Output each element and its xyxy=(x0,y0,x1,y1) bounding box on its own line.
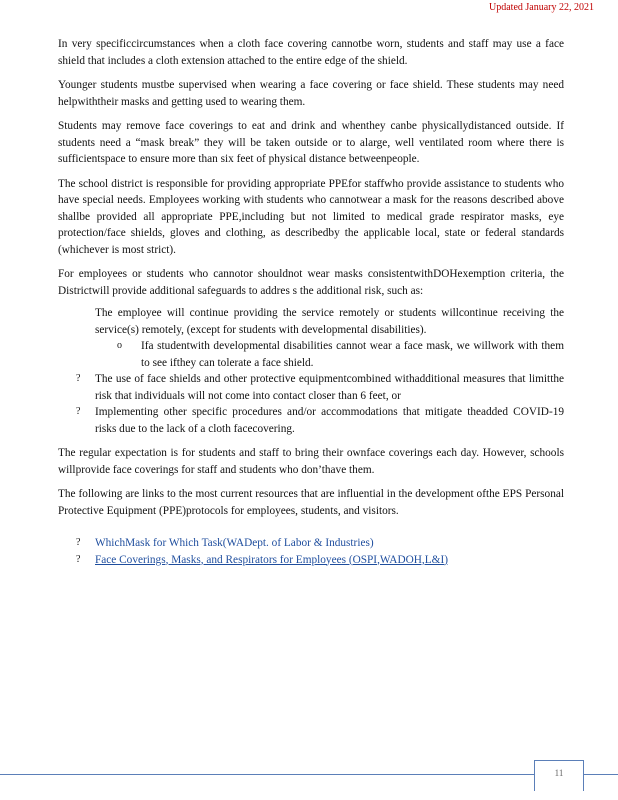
list-item-text: The employee will continue providing the service remotely or students willcontinue receiving the service(s) remotely, (except for students with developmental disabilities). xyxy=(95,307,564,336)
bullet-icon: ? xyxy=(76,373,81,384)
paragraph-regular-expectation: The regular expectation is for students and staff to bring their ownface coverings each day. However, schools willprovide face coverings for staff and students who don’thave them. xyxy=(58,447,564,476)
list-item xyxy=(58,371,564,404)
bullet-icon: ? xyxy=(76,553,81,565)
list-item xyxy=(58,305,564,371)
sub-list xyxy=(95,338,564,371)
paragraph-face-shield: In very specificcircumstances when a cloth face covering cannotbe worn, students and staff may use a face shield that includes a cloth extension attached to the entire edge of the shield. xyxy=(58,38,564,67)
bullet-icon: ? xyxy=(76,406,81,417)
paragraph-younger-students: Younger students mustbe supervised when wearing a face covering or face shield. These students may need helpwiththeir masks and getting used to wearing them. xyxy=(58,79,564,108)
link-which-mask[interactable]: WhichMask for Which Task(WADept. of Labor & Industries) xyxy=(95,537,374,549)
footer-rule xyxy=(0,774,534,775)
bullet-icon: ? xyxy=(76,537,81,548)
paragraph-exemption: For employees or students who cannotor shouldnot wear masks consistentwithDOHexemption criteria, the Districtwill provide additional safeguards to addres s the additional risk, such as: xyxy=(58,268,564,297)
link-face-coverings[interactable]: Face Coverings, Masks, and Respirators for Employees (OSPI,WADOH,L&I) xyxy=(95,553,448,566)
list-item-text: The use of face shields and other protective equipmentcombined withadditional measures that limitthe risk that individuals will not come into contact closer than 6 feet, or xyxy=(95,373,564,402)
safeguards-list xyxy=(58,305,564,437)
page-number: 11 xyxy=(554,768,564,778)
sub-bullet-icon: o xyxy=(117,340,122,351)
list-item xyxy=(58,535,564,552)
resource-links xyxy=(58,535,564,568)
sub-list-item-text: Ifa studentwith developmental disabilities cannot wear a face mask, we willwork with them to see ifthey can tolerate a face shield. xyxy=(141,340,564,369)
document-body xyxy=(58,36,564,568)
updated-date: Updated January 22, 2021 xyxy=(489,2,594,13)
paragraph-resources: The following are links to the most current resources that are influential in the development ofthe EPS Personal Protective Equipment (PPE)protocols for employees, students, and visitors. xyxy=(58,488,564,517)
list-item-text: Implementing other specific procedures and/or accommodations that mitigate theadded COVID-19 risks due to the lack of a cloth facecovering. xyxy=(95,406,564,435)
footer-rule-right xyxy=(584,774,618,775)
paragraph-ppe-responsibility: The school district is responsible for providing appropriate PPEfor staffwho provide assistance to students who have special needs. Employees working with students who cannotwear a mask for the reasons described above shallbe provided all appropriate PPE,including but not limited to medical grade respirator masks, eye protection/face shields, gloves and clothing, as describedby the applicable local, state or federal standards (whichever is most strict). xyxy=(58,177,564,256)
paragraph-mask-break: Students may remove face coverings to eat and drink and whenthey canbe physicallydistanced outside. If students need a “mask break” they will be taken outside or to alarge, well ventilated room where there is sufficientspace to ensure more than six feet of physical distance betweenpeople. xyxy=(58,120,564,165)
sub-list-item xyxy=(95,338,564,371)
list-item xyxy=(58,552,564,569)
list-item xyxy=(58,404,564,437)
